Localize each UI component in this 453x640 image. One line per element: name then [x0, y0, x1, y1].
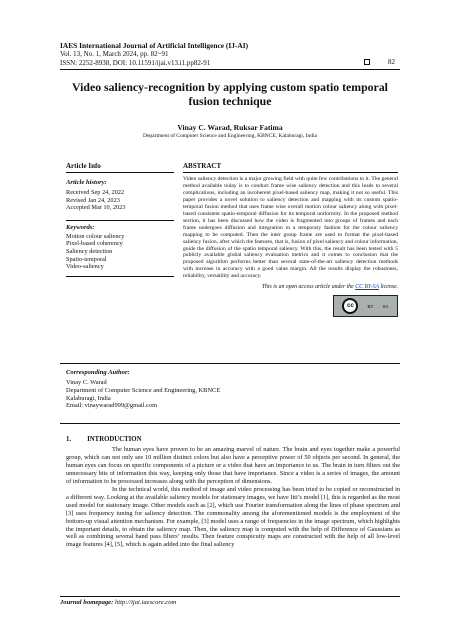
volume-line: Vol. 13, No. 1, March 2024, pp. 82~91 — [60, 50, 169, 59]
cc-license-badge[interactable] — [333, 295, 398, 317]
corresponding-author — [66, 369, 398, 410]
author-name: Vinay C. Warad — [66, 379, 107, 386]
section-number: 1. — [66, 436, 72, 443]
intro-paragraph: The human eyes have proven to be an amazing marvel of nature. The brain and eyes together make a powerful group, which can not only see 10 million distinct colors but also have a perceptive power of 50 objects per second. In general, the human eyes can focus on specific components of a picture or a video that have an importance to us. The brain in turn filters out the unnecessary bits of information this way, keeping only those that have importance. Since a video is a series of images, the amount of information to be processed increases along with the perception of dimensions. — [66, 446, 400, 485]
author-location: Kalaburagi, India — [66, 394, 111, 402]
introduction-section — [66, 436, 400, 549]
footer-divider — [60, 596, 400, 597]
square-icon — [364, 59, 370, 65]
cc-icon: cc — [342, 298, 358, 314]
history-revised: Revised Jan 24, 2023 — [66, 196, 120, 204]
corresponding-heading: Corresponding Author: — [66, 369, 130, 376]
keywords-divider — [66, 220, 174, 221]
article-info-heading: Article Info — [66, 162, 174, 173]
open-access-note: This is an open access article under the CC BY-SA license. — [261, 284, 398, 291]
footer-url[interactable]: http://ijai.iaescore.com — [114, 599, 177, 606]
footer-label: Journal homepage — [60, 599, 112, 606]
author-email: Email: vinaywarad999@gmail.com — [66, 402, 158, 410]
abstract-column — [183, 162, 398, 317]
affiliation: Department of Computer Science and Engineering, KBNCE, Kalaburagi, India — [143, 133, 317, 139]
keyword: Motion colour saliency — [66, 232, 125, 240]
issn-line: ISSN: 2252-8938, DOI: 10.11591/ijai.v13.i1.pp82-91 — [60, 58, 211, 67]
history-received: Received Sep 24, 2022 — [66, 189, 125, 196]
intro-paragraph: In the technical world, this method of image and video processing has been tried to be copied or reconstructed in a different way. Looking at the available saliency models for stationary images, we have Itti’s model [1], this is regarded as the most used model for stationary image. Other models such as [2], which use Fourier transformation along the lines of phase spectrum and [3] uses frequency tuning for saliency detection. The commonality among the aforementioned models is the employment of the bottom-up visual attention mechanism. For example, [3] model uses a range of frequencies in the image spectrum, which highlights the important details, to obtain the saliency map. Then, the saliency map is computed with the help of Difference of Gaussians as well as combining several band pass filters’ results. Then feature conspicuity maps are constructed with the help of all low-level image features [4], [5], which is again added into the final saliency — [66, 485, 400, 549]
header-right — [364, 58, 395, 66]
abstract-bottom-divider — [60, 363, 400, 364]
keyword: Spatio-temporal — [66, 255, 107, 263]
author-department: Department of Computer Science and Engineering, KBNCE — [66, 386, 221, 394]
header-divider — [60, 69, 400, 70]
history-list — [66, 189, 174, 212]
footer: Journal homepage: http://ijai.iaescore.com — [60, 599, 177, 606]
license-link[interactable]: CC BY-SA — [355, 284, 379, 291]
keywords-list — [66, 233, 174, 271]
keyword: Video-saliency — [66, 263, 104, 271]
corresponding-divider — [60, 423, 400, 424]
article-info-column — [66, 162, 174, 277]
authors: Vinay C. Warad, Ruksar Fatima — [177, 123, 283, 132]
keywords-heading: Keywords: — [66, 223, 95, 231]
abstract-heading: ABSTRACT — [183, 162, 398, 173]
keyword: Saliency detection — [66, 247, 113, 255]
history-heading: Article history: — [66, 179, 107, 186]
cc-by-label: BY — [367, 303, 374, 309]
abstract-text: Video saliency detection is a major growing field with quite few contributions to it. The general method available today is to conduct frame wise saliency detection and this leads to several complications, including an incoherent pixel-based saliency map, making it not so useful. This paper provides a novel solution to saliency detection and mapping with its custom spatio-temporal fusion method that uses frame wise overall motion colour saliency along with pixel-based consistent spatio-temporal diffusion for its temporal uniformity. In the proposed method section, it has been discussed how the video is fragmented into groups of frames and each frame undergoes diffusion and integration in a temporary fashion for the colour saliency mapping to be computed. Then the inter group frame are used to format the pixel-based saliency fusion, after which the features, that is, fusion of pixel saliency and colour information, guide the diffusion of the spatio temporal saliency. With this, the result has been tested with 5 publicly available global saliency evaluation metrics and it comes to conclusion that the proposed algorithm performs better than several state-of-the-art saliency detection methods with increase in accuracy with a good value margin. All the results display the robustness, reliability, versatility and accuracy. — [183, 176, 398, 280]
page-number: 82 — [388, 58, 395, 66]
journal-name: IAES International Journal of Artificial Intelligence (IJ-AI) — [60, 41, 249, 50]
journal-header — [60, 42, 400, 67]
paper-title: Video saliency-recognition by applying custom spatio temporal fusion technique — [72, 80, 388, 108]
history-accepted: Accepted Mar 10, 2023 — [66, 204, 126, 212]
cc-sa-label: SA — [382, 303, 389, 309]
keyword: Pixel-based coherency — [66, 240, 123, 248]
section-heading: INTRODUCTION — [87, 436, 142, 443]
